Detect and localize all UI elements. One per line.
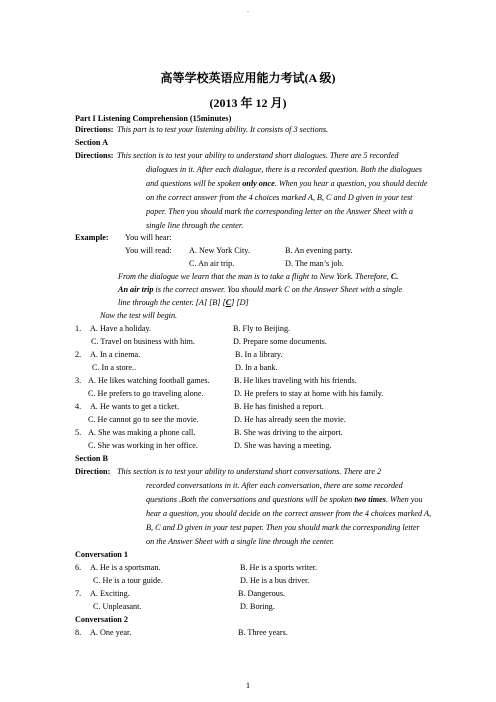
q7-option-c: C. Unpleasant. (93, 602, 142, 611)
q3-option-d: D. He prefers to stay at home with his family. (234, 389, 384, 398)
q8-option-a: A. One year. (90, 628, 132, 637)
section-a-dir-line-3: and questions will be spoken only once. When you hear a question, you should decide (146, 179, 428, 188)
q6-option-d: D. He is a bus driver. (240, 576, 310, 585)
q6-option-b: B. He is a sports writer. (240, 563, 318, 572)
q5-option-c: C. She was working in her office. (88, 441, 198, 450)
example-explain-1: From the dialogue we learn that the man is to take a flight to New York. Therefore, C. (118, 272, 399, 281)
section-a-directions-label: Directions: (75, 151, 114, 160)
q1-number: 1. (75, 324, 82, 333)
q7-number: 7. (75, 589, 82, 598)
q7-option-b: B. Dangerous. (238, 589, 286, 598)
q4-option-d: D. He has already seen the movie. (234, 415, 346, 424)
q6-option-a: A. He is a sportsman. (90, 563, 161, 572)
section-a-dir-line-5: paper. Then you should mark the corresponding letter on the Answer Sheet with a (146, 207, 413, 216)
q4-option-c: C. He cannot go to see the movie. (88, 415, 199, 424)
section-b-dir-line-3: questions .Both the conversations and questions will be spoken two times. When you (146, 495, 423, 504)
q4-option-b: B. He has finished a report. (234, 402, 324, 411)
example-option-d: D. The man’s job. (285, 259, 344, 268)
conversation-1-heading: Conversation 1 (75, 550, 128, 559)
test-begin-note: Now the test will begin. (100, 311, 178, 320)
q8-option-b: B. Three years. (238, 628, 288, 637)
section-b-dir-line-4: hear a question, you should decide on the correct answer from the 4 choices marked A, (146, 509, 432, 518)
q7-option-d: D. Boring. (240, 602, 275, 611)
q1-option-c: C. Travel on business with him. (91, 337, 195, 346)
two-times-emphasis: two times (354, 495, 386, 504)
q6-option-c: C. He is a tour guide. (93, 576, 163, 585)
section-b-dir-line-6: on the Answer Sheet with a single line through the center. (146, 537, 335, 546)
q3-option-c: C. He prefers to go traveling alone. (88, 389, 204, 398)
example-label: Example: (75, 233, 109, 242)
section-b-heading: Section B (75, 454, 108, 463)
section-a-dir-line-4: on the correct answer from the 4 choices marked A, B, C and D given in your test (146, 193, 413, 202)
header-mark: . (247, 5, 249, 14)
part1-heading: Part I Listening Comprehension (15minutes) (75, 114, 232, 123)
q1-option-d: D. Prepare some documents. (233, 337, 327, 346)
q6-number: 6. (75, 563, 82, 572)
section-a-dir-line-1: This section is to test your ability to understand short dialogues. There are 5 recorded (117, 151, 399, 160)
part1-directions-label: Directions: (75, 125, 114, 134)
q2-option-b: B. In a library. (235, 350, 283, 359)
q2-option-c: C. In a store.. (92, 363, 137, 372)
q5-option-a: A. She was making a phone call. (88, 428, 196, 437)
section-b-directions-label: Direction: (75, 467, 111, 476)
example-option-a: A. New York City. (189, 246, 250, 255)
section-b-dir-line-1: This section is to test your ability to understand short conversations. There are 2 (117, 467, 382, 476)
example-option-c: C. An air trip. (189, 259, 235, 268)
q2-option-d: D. In a bank. (235, 363, 278, 372)
example-explain-2: An air trip is the correct answer. You should mark C on the Answer Sheet with a single (118, 285, 403, 294)
q1-option-a: A. Have a holiday. (90, 324, 152, 333)
section-a-dir-line-6: single line through the center. (146, 221, 244, 230)
q4-option-a: A. He wants to get a ticket. (90, 402, 180, 411)
q3-option-a: A. He likes watching football games. (88, 376, 210, 385)
q5-option-d: D. She was having a meeting. (234, 441, 332, 450)
page-subtitle: (2013 年 12 月) (209, 96, 287, 110)
q7-option-a: A. Exciting. (90, 589, 130, 598)
section-b-dir-line-2: recorded conversations in it. After each conversation, there are some recorded (146, 481, 403, 490)
example-marked-answer: C (225, 298, 232, 307)
page-number: 1 (245, 680, 251, 690)
q1-option-b: B. Fly to Beijing. (233, 324, 291, 333)
q5-option-b: B. She was driving to the airport. (234, 428, 343, 437)
q8-number: 8. (75, 628, 82, 637)
q5-number: 5. (75, 428, 82, 437)
example-read-label: You will read: (125, 246, 172, 255)
section-a-dir-line-2: dialogues in it. After each dialogue, there is a recorded question. Both the dialogues (146, 165, 422, 174)
section-b-dir-line-5: B, C and D given in your test paper. Then you should mark the corresponding letter (146, 523, 420, 532)
q2-option-a: A. In a cinema. (90, 350, 141, 359)
conversation-2-heading: Conversation 2 (75, 615, 128, 624)
example-hear: You will hear: (125, 233, 172, 242)
only-once-emphasis: only once (242, 179, 275, 188)
q4-number: 4. (75, 402, 82, 411)
section-a-heading: Section A (75, 138, 108, 147)
q2-number: 2. (75, 350, 82, 359)
q3-option-b: B. He likes traveling with his friends. (234, 376, 357, 385)
example-option-b: B. An evening party. (285, 246, 353, 255)
part1-directions-text: This part is to test your listening ability. It consists of 3 sections. (117, 125, 329, 134)
page-title: 高等学校英语应用能力考试(A 级) (160, 71, 336, 85)
example-explain-3: line through the center. [A] [B] [C] [D] (118, 298, 249, 307)
q3-number: 3. (75, 376, 82, 385)
